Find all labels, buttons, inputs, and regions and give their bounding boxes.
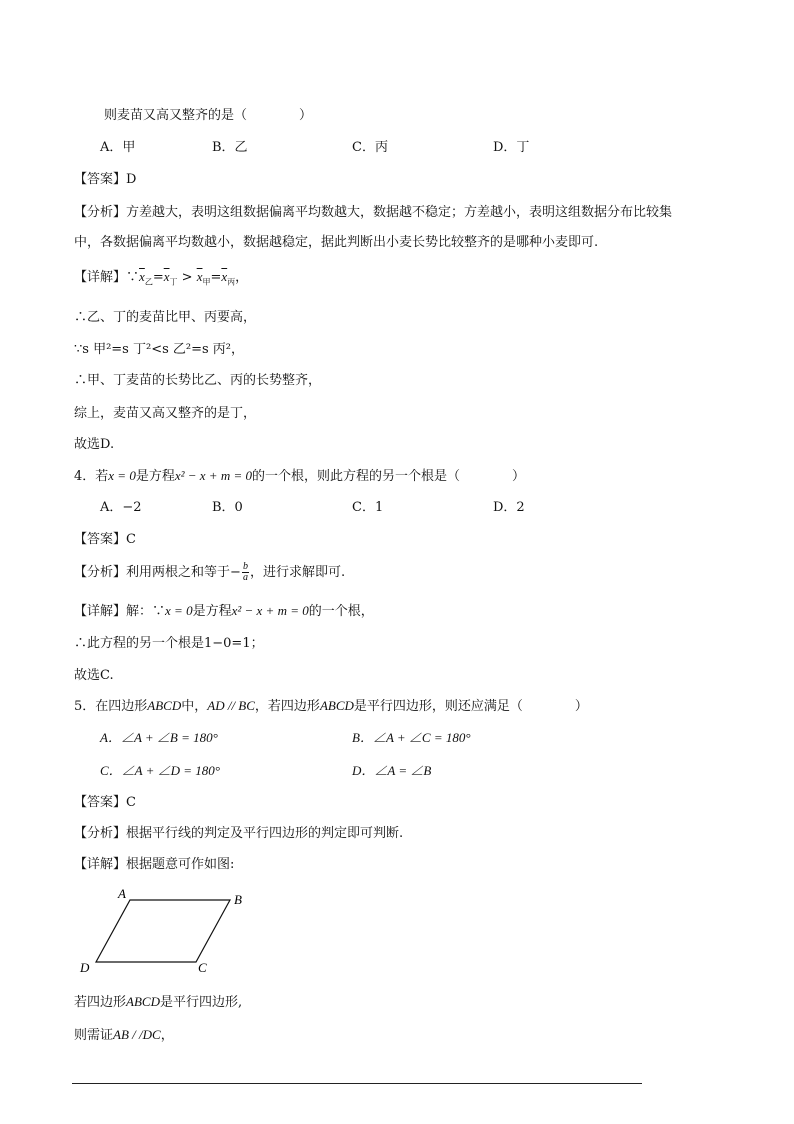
q4-analysis bbox=[74, 561, 345, 583]
math-x-eq-0: x = 0 bbox=[165, 603, 193, 618]
fraction-b-over-a bbox=[242, 562, 249, 583]
gt-symbol: > bbox=[181, 270, 193, 285]
minus: − bbox=[230, 565, 241, 580]
because-symbol: ∵ bbox=[126, 270, 140, 285]
q4-detail-3: 故选C. bbox=[74, 668, 114, 683]
analysis-text: 方差越大，表明这组数据偏离平均数越大，数据越不稳定；方差越小，表明这组数据分布比较集 bbox=[126, 205, 673, 220]
eq-symbol: = bbox=[152, 270, 164, 285]
text: 若四边形 bbox=[74, 995, 127, 1010]
text: 中， bbox=[181, 699, 208, 714]
math-equation: x² − x + m = 0 bbox=[231, 603, 309, 618]
text: ， bbox=[160, 1028, 174, 1043]
q3-analysis-2: 中，各数据偏离平均数越小，数据越稳定，据此判断出小麦长势比较整齐的是哪种小麦即可. bbox=[74, 235, 599, 250]
vertex-d-label: D bbox=[80, 960, 90, 974]
text: ，进行求解即可. bbox=[249, 565, 346, 580]
q5-option-d: D．∠A = ∠B bbox=[352, 763, 432, 778]
parallelogram-figure bbox=[78, 888, 258, 978]
q3-detail-6: 故选D. bbox=[74, 437, 115, 452]
mean-x: $\overline{x}$ bbox=[163, 269, 170, 284]
q3-option-c: C．丙 bbox=[352, 140, 388, 155]
text: 利用两根之和等于 bbox=[126, 565, 231, 580]
q3-option-b: B．乙 bbox=[212, 140, 248, 155]
q4-answer: 【答案】C bbox=[74, 532, 136, 547]
detail-label: 【详解】 bbox=[74, 857, 127, 872]
q3-option-a: A．甲 bbox=[100, 140, 136, 155]
q3-detail-3: ∵s 甲²=s 丁²<s 乙²=s 丙²， bbox=[74, 342, 245, 357]
numerator: b bbox=[242, 561, 248, 572]
mean-x: $\overline{x}$ bbox=[196, 269, 203, 284]
sub-bing: 丙 bbox=[227, 277, 236, 287]
q5-option-c: C．∠A + ∠D = 180° bbox=[100, 763, 221, 778]
vertex-a-label: A bbox=[118, 888, 126, 901]
math-x-eq-0: x = 0 bbox=[108, 468, 136, 483]
detail-label: 【详解】 bbox=[74, 604, 127, 619]
quad-abcd: ABCD bbox=[147, 698, 182, 713]
q4-detail-1 bbox=[74, 600, 374, 619]
q4-option-a: A．−2 bbox=[100, 500, 142, 515]
q4-stem bbox=[74, 465, 525, 484]
q5-option-b: B．∠A + ∠C = 180° bbox=[352, 730, 471, 745]
q3-detail-4: ∴甲、丁麦苗的长势比乙、丙的长势整齐， bbox=[74, 373, 322, 388]
denominator: a bbox=[242, 572, 248, 583]
q3-answer: 【答案】D bbox=[74, 172, 137, 187]
math-equation: x² − x + m = 0 bbox=[174, 468, 252, 483]
analysis-label: 【分析】 bbox=[74, 205, 127, 220]
quad-abcd: ABCD bbox=[319, 698, 354, 713]
text: 根据题意可作如图: bbox=[126, 857, 235, 872]
text: 的一个根，则此方程的另一个根是（ ） bbox=[252, 469, 526, 484]
sub-jia: 甲 bbox=[202, 277, 211, 287]
text: 根据平行线的判定及平行四边形的判定即可判断. bbox=[126, 826, 404, 841]
sub-yi: 乙 bbox=[144, 277, 153, 287]
q5-after-fig-1 bbox=[74, 991, 242, 1010]
text: 是平行四边形, bbox=[159, 995, 243, 1010]
math-ab-parallel-dc: AB / /DC bbox=[113, 1027, 161, 1042]
q4-option-c: C．1 bbox=[352, 500, 384, 515]
text: 则需证 bbox=[74, 1028, 114, 1043]
text: 是方程 bbox=[135, 469, 175, 484]
q5-number: 5．在四边形 bbox=[74, 699, 148, 714]
text: ，若四边形 bbox=[254, 699, 320, 714]
quad-abcd: ABCD bbox=[126, 994, 160, 1009]
parallelogram-shape bbox=[96, 900, 230, 962]
parallelogram-svg bbox=[78, 888, 258, 974]
q5-option-a: A．∠A + ∠B = 180° bbox=[100, 730, 218, 745]
eq-symbol: = bbox=[210, 270, 222, 285]
detail-label: 【详解】 bbox=[74, 270, 127, 285]
vertex-b-label: B bbox=[234, 892, 242, 907]
q4-number: 4．若 bbox=[74, 469, 109, 484]
analysis-label: 【分析】 bbox=[74, 565, 127, 580]
q4-detail-2: ∴此方程的另一个根是1−0=1； bbox=[74, 636, 264, 651]
q3-stem: 则麦苗又高又整齐的是（ ） bbox=[104, 108, 313, 123]
q5-answer: 【答案】C bbox=[74, 795, 136, 810]
q5-detail bbox=[74, 853, 234, 872]
q4-option-d: D．2 bbox=[493, 500, 525, 515]
mean-x: $\overline{x}$ bbox=[221, 269, 228, 284]
text: 解：∵ bbox=[126, 604, 166, 619]
text: 的一个根， bbox=[308, 604, 374, 619]
q3-analysis-1 bbox=[74, 201, 672, 220]
comma: ， bbox=[235, 270, 249, 285]
q4-option-b: B．0 bbox=[212, 500, 243, 515]
q3-detail-5: 综上，麦苗又高又整齐的是丁， bbox=[74, 406, 257, 421]
footer-rule bbox=[72, 1083, 642, 1084]
parallel-statement: AD // BC bbox=[207, 698, 255, 713]
text: 是方程 bbox=[192, 604, 232, 619]
q3-detail-1 bbox=[74, 266, 248, 288]
q5-after-fig-2 bbox=[74, 1024, 174, 1043]
vertex-c-label: C bbox=[198, 960, 207, 974]
analysis-label: 【分析】 bbox=[74, 826, 127, 841]
q3-option-d: D．丁 bbox=[493, 140, 530, 155]
q3-detail-2: ∴乙、丁的麦苗比甲、丙要高， bbox=[74, 310, 257, 325]
text: 是平行四边形，则还应满足（ ） bbox=[353, 699, 588, 714]
q5-analysis bbox=[74, 822, 403, 841]
q5-stem bbox=[74, 695, 588, 714]
sub-ding: 丁 bbox=[169, 277, 178, 287]
mean-x: $\overline{x}$ bbox=[139, 269, 145, 284]
